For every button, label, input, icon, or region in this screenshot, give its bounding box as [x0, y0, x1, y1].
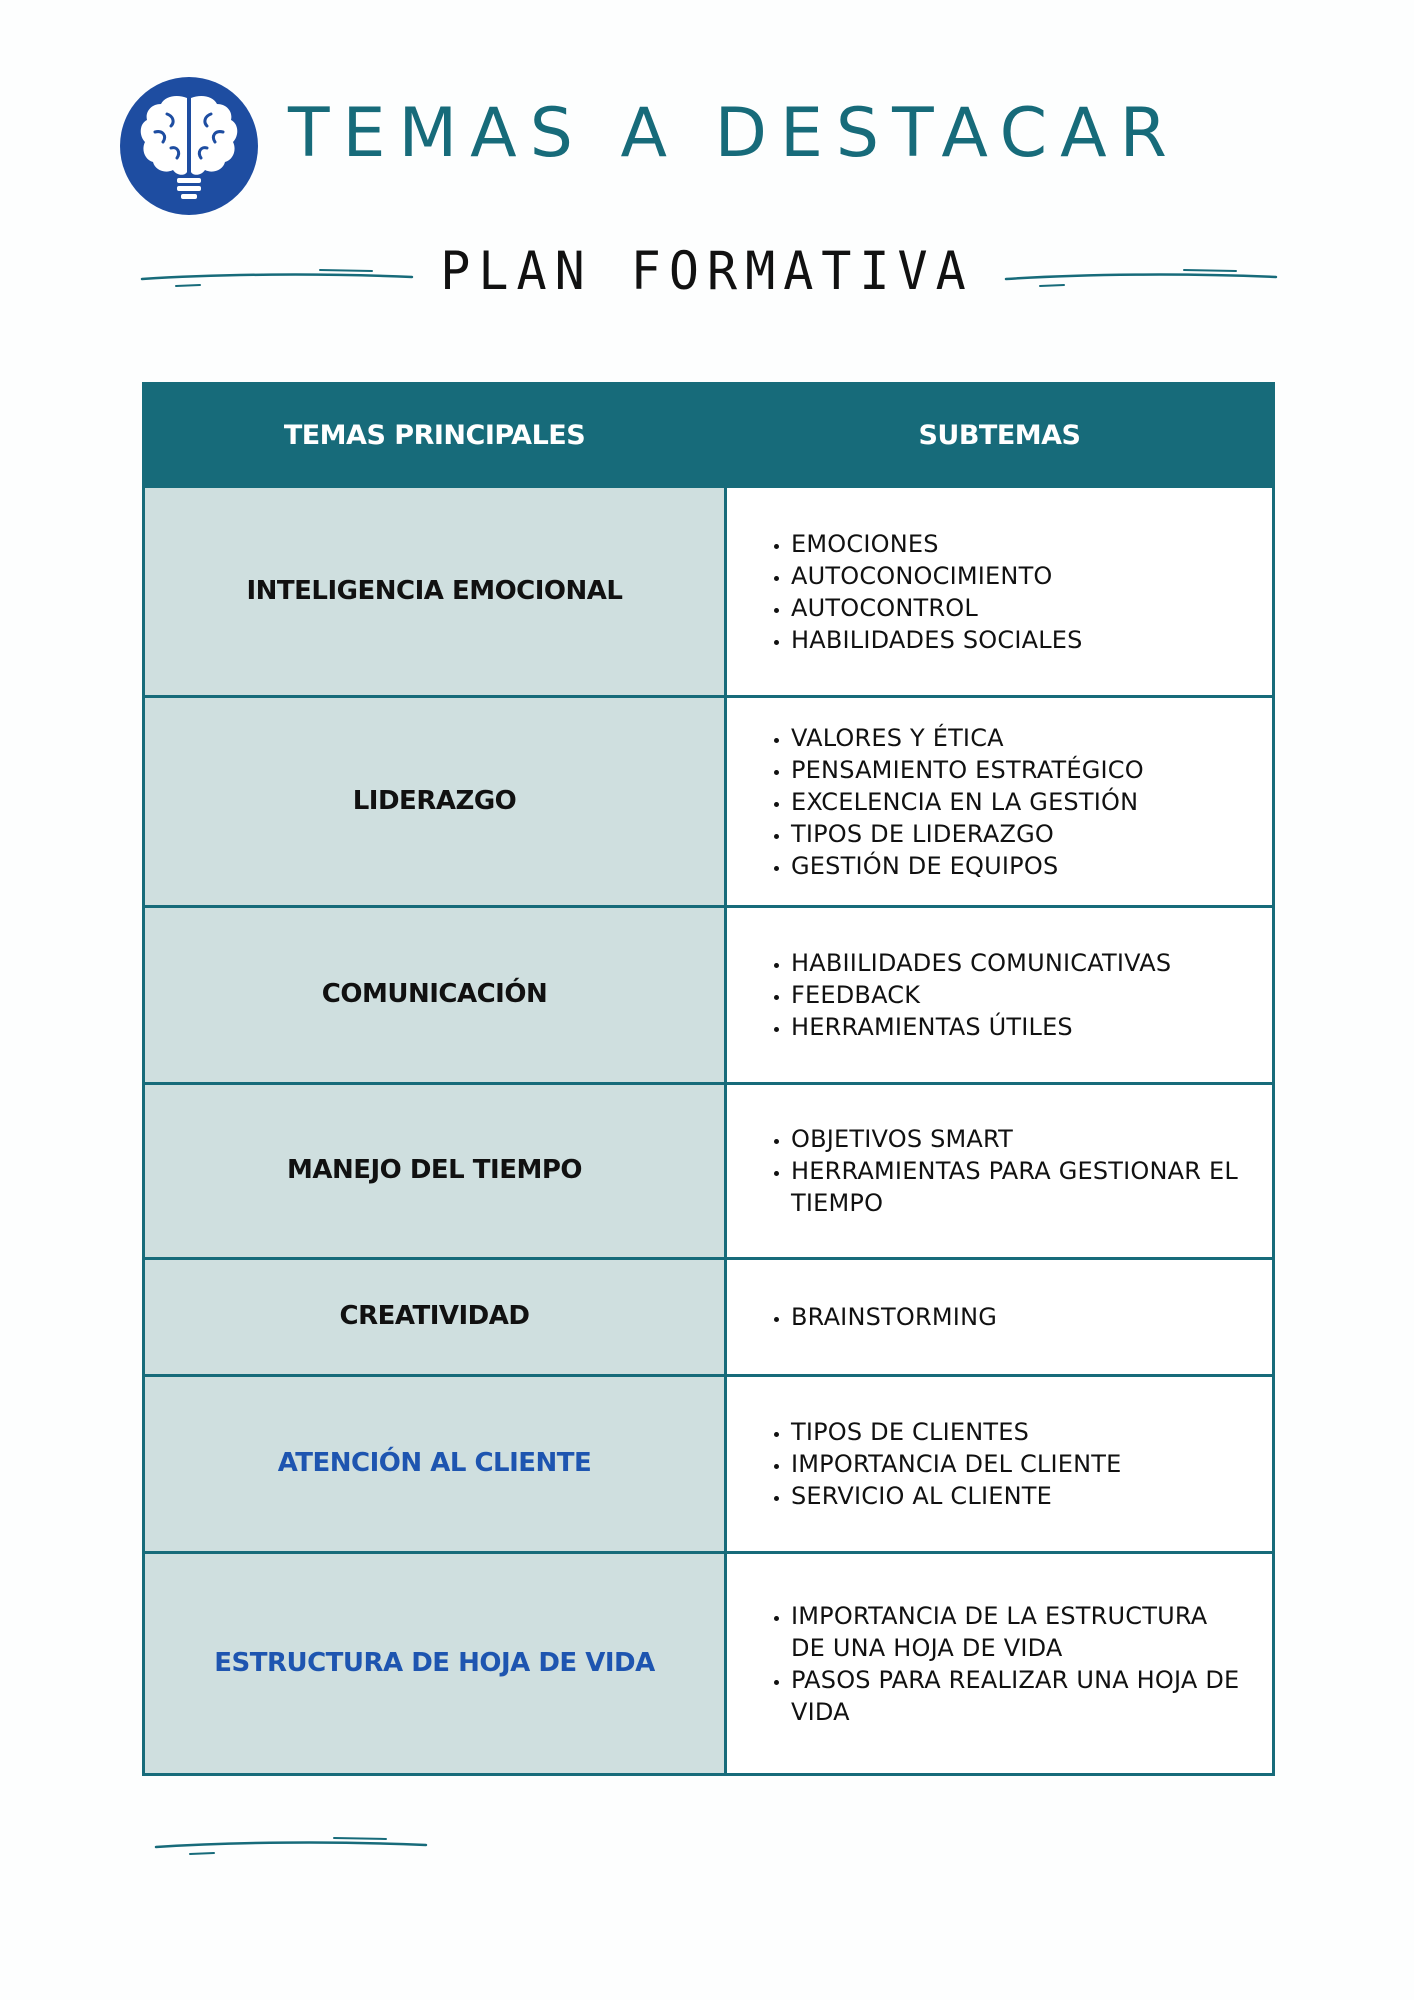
subtopic-item: • AUTOCONTROL [791, 592, 1242, 624]
subtopics-cell [726, 1376, 1274, 1553]
subtopics-list [763, 722, 1242, 882]
subtopics-cell [726, 1259, 1274, 1376]
subtopic-item: • IMPORTANCIA DEL CLIENTE [791, 1448, 1242, 1480]
bottom-decorative-lines [154, 1830, 428, 1856]
page-subtitle: PLAN FORMATIVA [440, 240, 974, 302]
topics-table [142, 382, 1275, 1776]
subtopic-item: • VALORES Y ÉTICA [791, 722, 1242, 754]
subtopic-item: • TIPOS DE LIDERAZGO [791, 818, 1242, 850]
main-topic-cell: COMUNICACIÓN [144, 907, 726, 1084]
subtopic-item: • AUTOCONOCIMIENTO [791, 560, 1242, 592]
subtopics-list [763, 947, 1242, 1043]
subtopic-item: • GESTIÓN DE EQUIPOS [791, 850, 1242, 882]
subtopic-item: • IMPORTANCIA DE LA ESTRUCTURA DE UNA HOJA DE VIDA [791, 1600, 1242, 1664]
table-header-row [144, 384, 1274, 487]
table-row [144, 1084, 1274, 1259]
main-topic-cell: CREATIVIDAD [144, 1259, 726, 1376]
main-topic-cell: MANEJO DEL TIEMPO [144, 1084, 726, 1259]
subtopic-item: • HERRAMIENTAS PARA GESTIONAR EL TIEMPO [791, 1155, 1242, 1219]
table-row [144, 1553, 1274, 1775]
main-topic-cell: ESTRUCTURA DE HOJA DE VIDA [144, 1553, 726, 1775]
subtopics-list [763, 1416, 1242, 1512]
subtopics-list [763, 528, 1242, 656]
subtopics-cell [726, 487, 1274, 697]
main-topic-cell: LIDERAZGO [144, 697, 726, 907]
subtopic-item: • TIPOS DE CLIENTES [791, 1416, 1242, 1448]
subtopic-item: • PASOS PARA REALIZAR UNA HOJA DE VIDA [791, 1664, 1242, 1728]
subtopic-item: • HABIILIDADES COMUNICATIVAS [791, 947, 1242, 979]
subtopic-item: • EXCELENCIA EN LA GESTIÓN [791, 786, 1242, 818]
subtopic-item: • EMOCIONES [791, 528, 1242, 560]
subtopic-item: • OBJETIVOS SMART [791, 1123, 1242, 1155]
subtopic-item: • BRAINSTORMING [791, 1301, 1242, 1333]
subtopics-list [763, 1123, 1242, 1219]
table-row [144, 1259, 1274, 1376]
main-topic-cell: ATENCIÓN AL CLIENTE [144, 1376, 726, 1553]
table-row [144, 487, 1274, 697]
page-title: TEMAS A DESTACAR [288, 94, 1180, 173]
subtopic-item: • PENSAMIENTO ESTRATÉGICO [791, 754, 1242, 786]
subtopics-cell [726, 907, 1274, 1084]
subtopics-cell [726, 1553, 1274, 1775]
table-row [144, 697, 1274, 907]
subtopics-list [763, 1600, 1242, 1728]
header-main-topics: TEMAS PRINCIPALES [144, 384, 726, 487]
subtopics-cell [726, 1084, 1274, 1259]
table-row [144, 1376, 1274, 1553]
main-topic-cell: INTELIGENCIA EMOCIONAL [144, 487, 726, 697]
subtopic-item: • FEEDBACK [791, 979, 1242, 1011]
subtopics-list [763, 1301, 1242, 1333]
brain-lightbulb-icon [120, 77, 258, 215]
table-row [144, 907, 1274, 1084]
right-decorative-lines [1004, 262, 1278, 288]
subtopic-item: • HERRAMIENTAS ÚTILES [791, 1011, 1242, 1043]
subtopic-item: • HABILIDADES SOCIALES [791, 624, 1242, 656]
header-subtopics: SUBTEMAS [726, 384, 1274, 487]
subtopics-cell [726, 697, 1274, 907]
subtopic-item: • SERVICIO AL CLIENTE [791, 1480, 1242, 1512]
